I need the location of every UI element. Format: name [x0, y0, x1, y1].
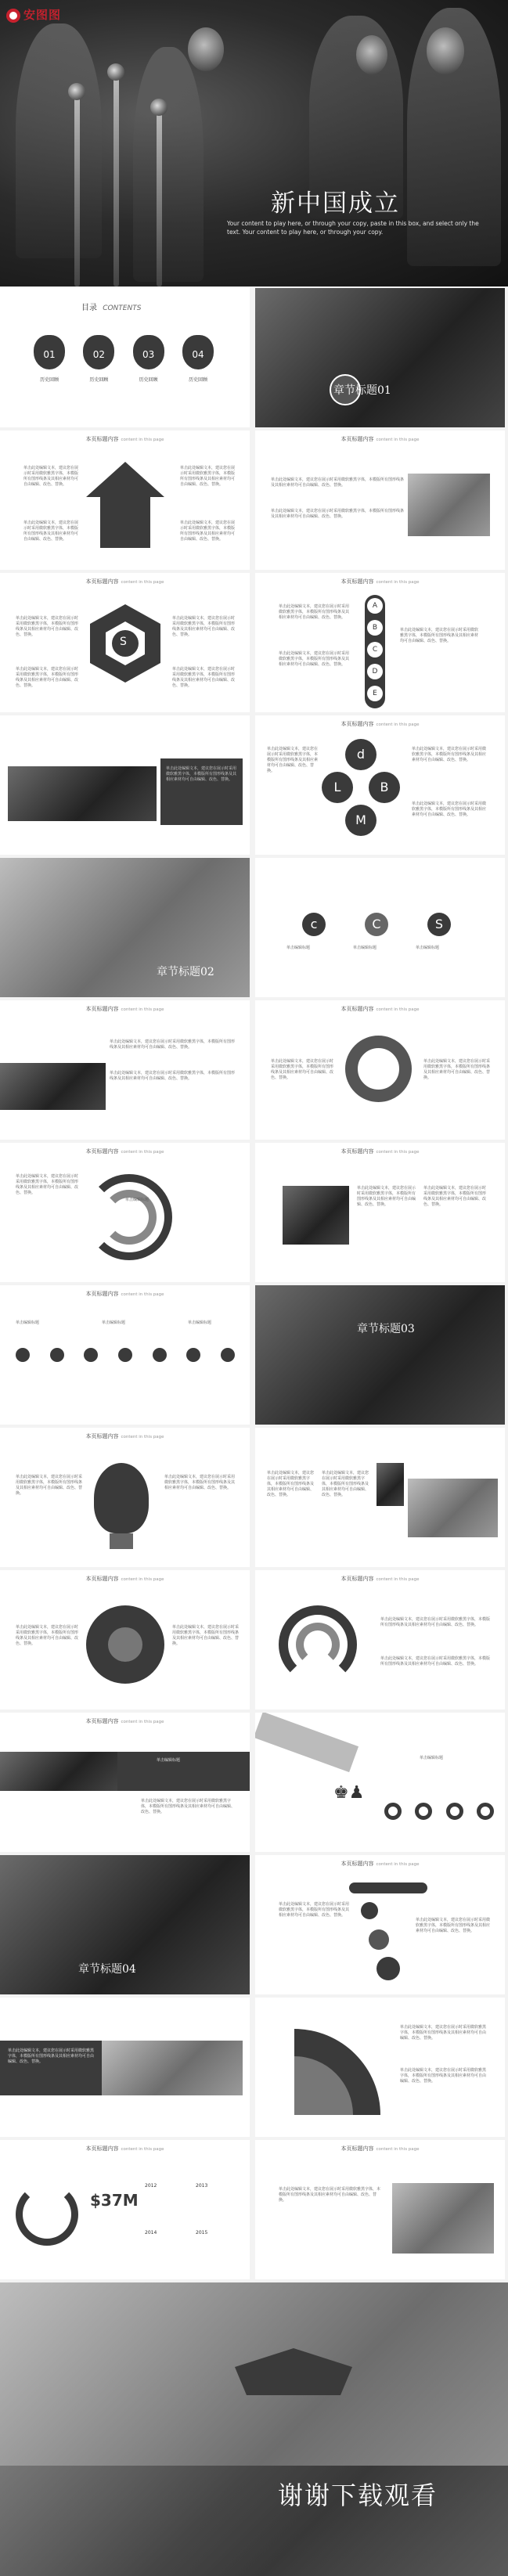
donut-icon	[415, 1803, 432, 1820]
content-slide	[0, 1143, 250, 1282]
hexagon-letter: S	[120, 636, 127, 648]
logo-text: 安图图	[23, 8, 62, 22]
text-block: 单击此处编辑文本，建议您在展示时采用微软雅黑字体，本模版所有图形线条及其相应素材均可自由编辑、改色、替换。	[400, 628, 479, 643]
text-block: 单击此处编辑文本，建议您在展示时采用微软雅黑字体，本模版所有图形线条及其相应素材均可自由编辑、改色、替换。	[267, 747, 319, 773]
year-label: 2014	[145, 2230, 157, 2236]
diamond-node: S	[427, 913, 451, 936]
hand-graphic	[255, 1713, 358, 1772]
year-label: 2015	[196, 2230, 208, 2236]
content-slide	[255, 1998, 505, 2137]
car-photo	[255, 1285, 505, 1425]
text-block: 单击此处编辑文本，建议您在展示时采用微软雅黑字体，本模版所有图形线条及其相应素材均可自由编辑、改色、替换。	[16, 1625, 79, 1646]
chapter-title: 章节标题02	[157, 966, 214, 978]
microphone	[113, 74, 119, 286]
content-slide	[0, 1570, 250, 1710]
figure-silhouette	[133, 47, 204, 282]
timeline-icon	[221, 1348, 235, 1362]
slide-title: 本页标题内容 content in this page	[340, 1861, 420, 1867]
content-slide	[255, 1713, 505, 1852]
text-block: 单击此处编辑文本，建议您在展示时采用微软雅黑字体，本模版所有图形线条及其相应素材均可自由编辑、改色、替换。	[16, 667, 79, 688]
text-label: 单击编辑标题	[286, 946, 311, 950]
text-label: 单击编辑标题	[125, 1198, 150, 1202]
timeline-icon	[118, 1348, 132, 1362]
content-slide	[255, 573, 505, 712]
text-block: 单击此处编辑文本，建议您在展示时采用微软雅黑字体，本模版所有图形线条及其相应素材均可自由编辑、改色、替换。	[172, 616, 236, 637]
letter-node: A	[367, 598, 383, 614]
crowd-photo	[8, 766, 157, 821]
bag-icon: 01	[34, 335, 65, 369]
text-block: 单击此处编辑文本，建议您在展示时采用微软雅黑字体，本模版所有图形线条及其相应素材均可自由编辑、改色、替换。	[412, 747, 487, 762]
content-slide	[255, 1428, 505, 1567]
contents-item-label: 历史回顾	[188, 377, 207, 383]
text-block: 单击此处编辑文本，建议您在展示时采用微软雅黑字体，本模版所有图形线条及其相应素材均可自由编辑、改色、替换。	[164, 1475, 236, 1490]
tiananmen-photo	[408, 1479, 498, 1537]
donut-icon	[446, 1803, 463, 1820]
text-block: 单击此处编辑文本，建议您在展示时采用微软雅黑字体，本模版所有图形线条及其相应素材均可自由编辑、改色、替换。	[279, 2187, 381, 2203]
content-slide	[0, 715, 250, 855]
chapter-title: 章节标题03	[357, 1323, 415, 1335]
content-slide	[255, 1000, 505, 1140]
meeting-photo	[0, 1752, 117, 1791]
gate-photo	[102, 2041, 243, 2095]
money-stat: $37M	[90, 2191, 139, 2210]
text-block: 单击此处编辑文本，建议您在展示时采用微软雅黑字体，本模版所有图形线条及其相应素材均可自由编辑、改色、替换。	[141, 1799, 236, 1814]
contents-item-label: 历史回顾	[89, 377, 109, 383]
text-label: 单击编辑标题	[16, 1320, 40, 1325]
microphone	[157, 110, 162, 286]
slide-title: 本页标题内容 content in this page	[340, 721, 420, 727]
text-block: 单击此处编辑文本，建议您在展示时采用微软雅黑字体，本模版所有图形线条及其相应素材均可自由编辑、改色、替换。	[23, 466, 79, 487]
bag-icon: 04	[182, 335, 214, 369]
contents-item-label: 历史回顾	[39, 377, 59, 383]
text-block: 单击此处编辑文本，建议您在展示时采用微软雅黑字体，本模版所有图形线条及其相应素材均可自由编辑、改色、替换。	[180, 521, 236, 542]
text-block: 单击此处编辑文本，建议您在展示时采用微软雅黑字体，本模版所有图形线条及其相应素材均可自由编辑、改色、替换。	[110, 1039, 236, 1050]
content-slide	[255, 1143, 505, 1282]
text-block: 单击此处编辑文本，建议您在展示时采用微软雅黑字体，本模版所有图形线条及其相应素材均可自由编辑、改色、替换。	[380, 1656, 491, 1666]
timeline-icon	[16, 1348, 30, 1362]
content-slide	[0, 2140, 250, 2279]
letter-node: E	[367, 686, 383, 701]
drop-icon	[376, 1957, 400, 1980]
slide-title: 本页标题内容 content in this page	[85, 1576, 164, 1582]
arc-chart	[16, 2183, 78, 2246]
text-label: 单击编辑标题	[420, 1756, 444, 1760]
chess-pieces-icon: ♚♟	[333, 1783, 365, 1803]
year-label: 2012	[145, 2183, 157, 2189]
donut-row	[384, 1803, 494, 1820]
content-slide	[0, 573, 250, 712]
text-label: 单击编辑标题	[416, 946, 440, 950]
text-block: 单击此处编辑文本，建议您在展示时采用微软雅黑字体，本模版所有图形线条及其相应素材均可自由编辑、改色、替换。	[357, 1186, 416, 1207]
content-slide	[255, 2140, 505, 2279]
timeline-icon	[153, 1348, 167, 1362]
slide-title: 本页标题内容 content in this page	[340, 2145, 420, 2152]
text-block: 单击此处编辑文本，建议您在展示时采用微软雅黑字体，本模版所有图形线条及其相应素材均可自由编辑、改色、替换。	[166, 766, 237, 782]
history-photo	[283, 1186, 349, 1245]
slide-title: 本页标题内容 content in this page	[85, 436, 164, 442]
timeline-icon	[50, 1348, 64, 1362]
text-block: 单击此处编辑文本，建议您在展示时采用微软雅黑字体，本模版所有图形线条及其相应素材均可自由编辑、改色、替换。	[16, 1174, 79, 1195]
text-block: 单击此处编辑文本，建议您在展示时采用微软雅黑字体，本模版所有图形线条及其相应素材均可自由编辑、改色、替换。	[279, 604, 350, 620]
diamond-node: c	[302, 913, 326, 936]
thumb-photo	[376, 1463, 404, 1506]
figure-head	[427, 27, 464, 74]
letter-node: D	[367, 664, 383, 679]
content-slide	[0, 1713, 250, 1852]
chapter-title: 章节标题01	[333, 384, 391, 397]
slide-title: 本页标题内容 content in this page	[85, 1006, 164, 1012]
petal-node: L	[322, 772, 353, 803]
text-label: 单击编辑标题	[353, 946, 377, 950]
content-slide	[255, 1855, 505, 1994]
contents-item[interactable]	[129, 335, 168, 405]
microphone	[74, 94, 80, 286]
year-label: 2013	[196, 2183, 208, 2189]
wheel-center	[108, 1627, 142, 1662]
slide-title: 本页标题内容 content in this page	[340, 1576, 420, 1582]
text-block: 单击此处编辑文本，建议您在展示时采用微软雅黑字体，本模版所有图形线条及其相应素材均可自由编辑、改色、替换。	[423, 1059, 491, 1080]
content-slide	[0, 1998, 250, 2137]
contents-slide	[0, 288, 250, 427]
slide-title: 本页标题内容 content in this page	[340, 578, 420, 585]
fan-chart	[286, 2021, 388, 2123]
faucet-graphic	[349, 1882, 427, 1893]
petal-node: d	[345, 739, 376, 770]
text-block: 单击此处编辑文本，建议您在展示时采用微软雅黑字体，本模版所有图形线条及其相应素材均可自由编辑、改色、替换。	[279, 1902, 350, 1918]
contents-item[interactable]	[79, 335, 118, 405]
letter-node: B	[367, 620, 383, 636]
text-block: 单击此处编辑文本，建议您在展示时采用微软雅黑字体，本模版所有图形线条及其相应素材均可自由编辑、改色、替换。	[180, 466, 236, 487]
text-block: 单击此处编辑文本，建议您在展示时采用微软雅黑字体，本模版所有图形线条及其相应素材均可自由编辑、改色、替换。	[400, 2025, 487, 2041]
slide-title: 本页标题内容 content in this page	[85, 1433, 164, 1439]
content-slide	[255, 1570, 505, 1710]
slide-title: 本页标题内容 content in this page	[85, 2145, 164, 2152]
ring-diagram	[345, 1036, 412, 1102]
slide-title: 本页标题内容 content in this page	[340, 1006, 420, 1012]
contents-title-en: CONTENTS	[103, 304, 142, 312]
text-block: 单击此处编辑文本，建议您在展示时采用微软雅黑字体，本模版所有图形线条及其相应素材均可自由编辑、改色、替换。	[400, 2068, 487, 2084]
historic-photo	[255, 288, 505, 427]
text-block: 单击此处编辑文本，建议您在展示时采用微软雅黑字体，本模版所有图形线条及其相应素材均可自由编辑、改色、替换。	[267, 1471, 315, 1497]
text-block: 单击此处编辑文本，建议您在展示时采用微软雅黑字体，本模版所有图形线条及其相应素材均可自由编辑、改色、替换。	[423, 1186, 487, 1207]
cover-subtitle: Your content to play here, or through your copy, paste in this box, and select only the text. Your content to play here, or through your copy.	[227, 220, 479, 236]
petal-node: B	[369, 772, 400, 803]
contents-item-label: 历史回顾	[139, 377, 158, 383]
text-block: 单击此处编辑文本，建议您在展示时采用微软雅黑字体，本模版所有图形线条及其相应素材均可自由编辑、改色、替换。	[16, 1475, 83, 1496]
figure-silhouette	[16, 23, 102, 258]
text-block: 单击此处编辑文本，建议您在展示时采用微软雅黑字体，本模版所有图形线条及其相应素材均可自由编辑、改色、替换。	[271, 1059, 334, 1080]
drop-icon	[361, 1902, 378, 1919]
text-block: 单击此处编辑文本，建议您在展示时采用微软雅黑字体，本模版所有图形线条及其相应素材均可自由编辑、改色、替换。	[110, 1071, 236, 1081]
thanks-text: 谢谢下载观看	[278, 2481, 438, 2510]
content-slide	[255, 431, 505, 570]
text-block: 单击此处编辑文本，建议您在展示时采用微软雅黑字体，本模版所有图形线条及其相应素材均可自由编辑、改色、替换。	[416, 1918, 491, 1933]
drop-icon	[369, 1929, 389, 1950]
slide-title: 本页标题内容 content in this page	[85, 578, 164, 585]
contents-items	[30, 335, 218, 405]
logo-icon	[6, 9, 20, 23]
content-slide	[0, 1428, 250, 1567]
slide-title: 本页标题内容 content in this page	[85, 1291, 164, 1297]
content-slide	[0, 431, 250, 570]
bag-icon: 03	[133, 335, 164, 369]
chapter-slide-03	[255, 1285, 505, 1425]
donut-icon	[384, 1803, 402, 1820]
content-slide	[255, 858, 505, 997]
slide-title: 本页标题内容 content in this page	[85, 1148, 164, 1155]
contents-item[interactable]	[30, 335, 69, 405]
chapter-slide-04	[0, 1855, 250, 1994]
figure-head	[188, 27, 224, 71]
text-block: 单击此处编辑文本，建议您在展示时采用微软雅黑字体，本模版所有图形线条及其相应素材均可自由编辑、改色、替换。	[271, 477, 405, 488]
text-label: 单击编辑标题	[188, 1320, 212, 1325]
content-slide	[0, 1285, 250, 1425]
figure-head	[356, 35, 387, 74]
brand-logo	[6, 6, 61, 23]
text-block: 单击此处编辑文本，建议您在展示时采用微软雅黑字体，本模版所有图形线条及其相应素材均可自由编辑、改色、替换。	[412, 802, 487, 817]
text-block: 单击此处编辑文本，建议您在展示时采用微软雅黑字体，本模版所有图形线条及其相应素材均可自由编辑、改色、替换。	[271, 509, 405, 519]
bag-icon: 02	[83, 335, 114, 369]
people-photo	[392, 2183, 494, 2254]
donut-icon	[477, 1803, 494, 1820]
cover-title: 新中国成立	[271, 189, 400, 218]
timeline-icon	[84, 1348, 98, 1362]
text-block: 单击此处编辑文本，建议您在展示时采用微软雅黑字体，本模版所有图形线条及其相应素材均可自由编辑、改色、替换。	[322, 1471, 369, 1497]
text-block: 单击此处编辑文本，建议您在展示时采用微软雅黑字体，本模版所有图形线条及其相应素材均可自由编辑、改色、替换。	[16, 616, 79, 637]
letter-node: C	[367, 642, 383, 658]
slide-title: 本页标题内容 content in this page	[340, 436, 420, 442]
contents-title: 目录	[81, 304, 97, 312]
lightbulb-base	[110, 1533, 133, 1549]
text-block: 单击此处编辑文本，建议您在展示时采用微软雅黑字体，本模版所有图形线条及其相应素材均可自由编辑、改色、替换。	[172, 667, 236, 688]
cover-slide	[0, 0, 508, 286]
contents-heading	[81, 301, 141, 312]
text-label: 单击编辑标题	[157, 1758, 181, 1763]
slide-title: 本页标题内容 content in this page	[85, 1718, 164, 1724]
chapter-slide-01	[255, 288, 505, 427]
train-photo	[408, 474, 490, 536]
contents-item[interactable]	[178, 335, 218, 405]
text-block: 单击此处编辑文本，建议您在展示时采用微软雅黑字体，本模版所有图形线条及其相应素材均可自由编辑、改色、替换。	[23, 521, 79, 542]
text-block: 单击此处编辑文本，建议您在展示时采用微软雅黑字体，本模版所有图形线条及其相应素材均可自由编辑、改色、替换。	[279, 651, 350, 667]
icon-timeline	[16, 1348, 235, 1362]
timeline-icon	[186, 1348, 200, 1362]
slide-title: 本页标题内容 content in this page	[340, 1148, 420, 1155]
lightbulb-icon	[94, 1463, 149, 1533]
content-slide	[0, 1000, 250, 1140]
half-ring-chart	[296, 1623, 340, 1666]
parade-photo	[0, 1063, 106, 1110]
chapter-title: 章节标题04	[78, 1963, 136, 1976]
text-label: 单击编辑标题	[102, 1320, 126, 1325]
text-block: 单击此处编辑文本，建议您在展示时采用微软雅黑字体，本模版所有图形线条及其相应素材均可自由编辑、改色、替换。	[8, 2048, 95, 2064]
content-slide	[255, 715, 505, 855]
text-block: 单击此处编辑文本，建议您在展示时采用微软雅黑字体，本模版所有图形线条及其相应素材均可自由编辑、改色、替换。	[172, 1625, 240, 1646]
diamond-node: C	[365, 913, 388, 936]
text-block: 单击此处编辑文本，建议您在展示时采用微软雅黑字体，本模版所有图形线条及其相应素材均可自由编辑、改色、替换。	[380, 1617, 491, 1627]
chapter-slide-02	[0, 858, 250, 997]
petal-node: M	[345, 805, 376, 836]
house-icon	[86, 462, 164, 548]
